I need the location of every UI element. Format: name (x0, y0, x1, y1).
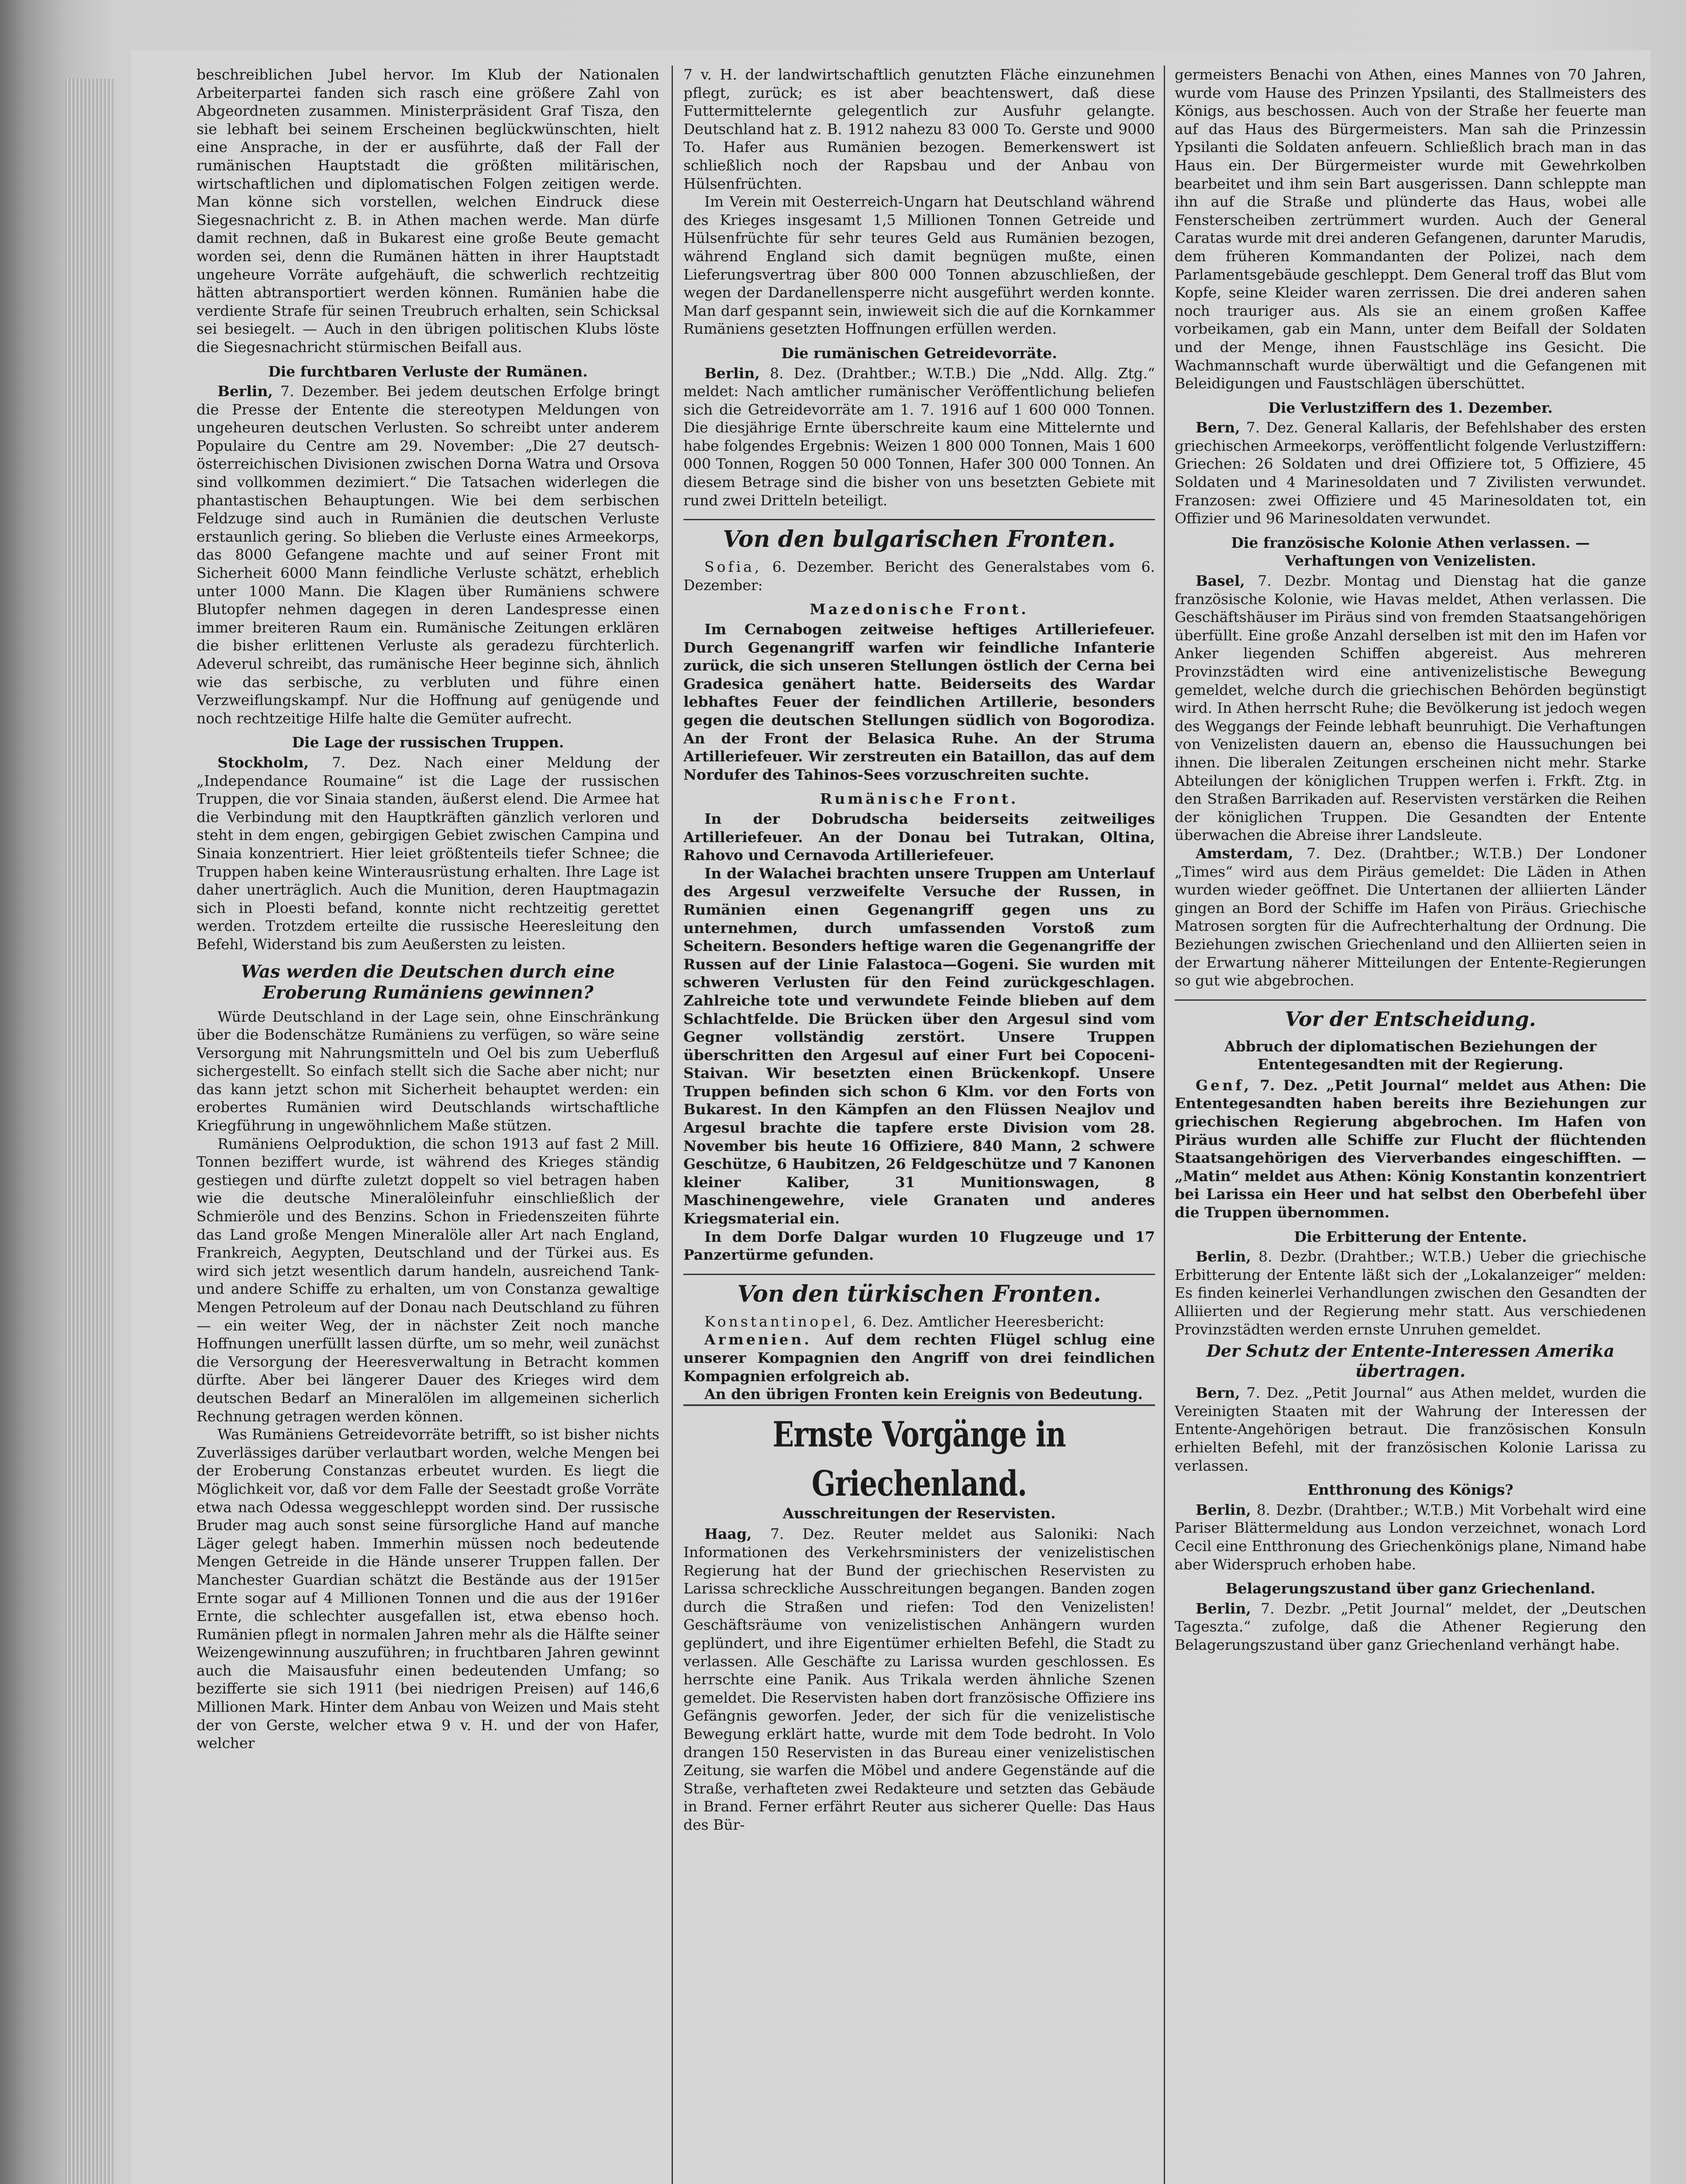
article-text: In der Walachei brachten unsere Truppen am Unterlauf des Argesul verzweifelte Versuche der Russen, in Rumänien einen Gegenangriff gegen uns zu unternehmen, durch umfassenden Vorstoß zum Scheitern. Besonders heftige waren die Gegenangriffe der Russen auf der Linie Falastoca—Gogeni. Sie wurden mit schweren Verlusten für den Feind zurückgeschlagen. Zahlreiche tote und verwundete Feinde blieben auf dem Schlachtfelde. Die Brücken über den Argesul sind vom Gegner vollständig zerstört. Unsere Truppen überschritten den Argesul auf einer Furt bei Copoceni-Staivan. Wir besetzten einen Brückenkopf. Unsere Truppen befinden sich schon 6 Klm. vor den Forts von Bukarest. In den Kämpfen an den Flüssen Neajlov und Argesul brachte die tapfere erste Division vom 28. November bis heute 16 Offiziere, 840 Mann, 2 schwere Geschütze, 6 Haubitzen, 26 Feldgeschütze und 7 Kanonen kleiner Kaliber, 31 Munitionswagen, 8 Maschinengewehre, viele Granaten und anderes Kriegsmaterial ein. (683, 864, 1155, 1227)
section-heading: Die Erbitterung der Entente. (1294, 1228, 1527, 1245)
article-text: Was Rumäniens Getreidevorräte betrifft, so ist bisher nichts Zuverlässiges darüber verlautbart worden, welche Mengen bei der Eroberung Constanzas erbeutet wurden. Es liegt die Möglichkeit vor, daß vor dem Falle der Seestadt große Vorräte etwa nach Odessa weggeschleppt worden sind. Der russische Bruder mag auch sonst seine fürsorgliche Hand auf manche Läger gelegt haben. Immerhin müssen noch bedeutende Mengen Getreide in die Hände unserer Truppen fallen. Der Manchester Guardian schätzt die Bestände aus der 1915er Ernte sogar auf 4 Millionen Tonnen und die aus der 1916er Ernte, die schlechter ausgefallen ist, etwa ebenso hoch. Rumänien pflegt in normalen Jahren mehr als die Hälfte seiner Weizengewinnung auszuführen; in fruchtbaren Jahren gewinnt auch die Maisausfuhr einen bedeutenden Umfang; so bezifferte sie sich 1911 (bei niedrigen Preisen) auf 146,6 Millionen Mark. Hinter dem Anbau von Weizen und Mais steht der von Gerste, welcher etwa 9 v. H. und der von Hafer, welcher (197, 1426, 659, 1752)
article-text: Berlin, 7. Dezbr. „Petit Journal“ meldet, der „Deutschen Tageszta.“ zufolge, daß die Athener Regierung den Belagerungszustand über ganz Griechenland verhängt habe. (1175, 1600, 1646, 1653)
section-heading: Die Verlustziffern des 1. Dezember. (1268, 399, 1553, 416)
article-text: 7 v. H. der landwirtschaftlich genutzten Fläche einzunehmen pflegt, zurück; es ist aber beachtenswert, daß diese Futtermittelernte gelegentlich zur Ausfuhr gelangte. Deutschland hat z. B. 1912 nahezu 83 000 To. Gerste und 9000 To. Hafer aus Rumänien bezogen. Bemerkenswert ist schließlich noch der Rapsbau und der Anbau von Hülsenfrüchten. (683, 66, 1155, 192)
section-heading: Entthronung des Königs? (1307, 1481, 1514, 1499)
article-text: Berlin, 8. Dezbr. (Drahtber.; W.T.B.) Mit Vorbehalt wird eine Pariser Blättermeldung aus London verzeichnet, wonach Lord Cecil eine Entthronung des Griechenkönigs plane, Nimand habe aber Widerspruch erhoben habe. (1175, 1501, 1646, 1573)
article-text: An den übrigen Fronten kein Ereignis von Bedeutung. (704, 1386, 1143, 1403)
section-heading: Die französische Kolonie Athen verlassen. — Verhaftungen von Venizelisten. (1231, 534, 1590, 570)
section-heading: Die Lage der russischen Truppen. (292, 734, 564, 751)
article-text: Im Cernabogen zeitweise heftiges Artilleriefeuer. Durch Gegenangriff warfen wir feindliche Infanterie zurück, die sich unseren Stellungen östlich der Cerna bei Gradesica genähert hatte. Beiderseits des Wardar lebhaftes Feuer der feindlichen Artillerie, besonders gegen die deutschen Stellungen südlich von Bogorodiza. An der Front der Belasica Ruhe. An der Struma Artilleriefeuer. Wir zerstreuten ein Bataillon, das auf dem Nordufer des Tahinos-Sees vorzuschreiten suchte. (683, 621, 1155, 783)
section-heading: Die furchtbaren Verluste der Rumänen. (268, 363, 588, 380)
column-rule-right (1164, 66, 1165, 2184)
section-heading: Von den türkischen Fronten. (683, 1274, 1155, 1307)
article-text: Würde Deutschland in der Lage sein, ohne Einschränkung über die Bodenschätze Rumäniens zu verfügen, so wäre seine Versorgung mit Nahrungsmitteln und Oel bis zum Ueberfluß sichergestellt. So einfach stellt sich die Sache aber nicht; nur das kann jetzt schon mit Sicherheit behauptet werden: ein erobertes Rumänien wird Deutschlands wirtschaftliche Kriegführung in ungewöhnlichem Maße stützen. (197, 1008, 659, 1134)
article-text: Basel, 7. Dezbr. Montag und Dienstag hat die ganze französische Kolonie, wie Havas meldet, Athen verlassen. Die Geschäftshäuser im Piräus sind von fremden Staatsangehörigen überfüllt. Eine große Anzahl derselben ist mit den im Hafen vor Anker liegenden Schiffen abgereist. Aus mehreren Provinzstädten wird eine antivenizelistische Bewegung gemeldet, welche durch die griechischen Behörden begünstigt wird. In Athen herrscht Ruhe; die Bevölkerung ist jedoch wegen des Weggangs der Feinde lebhaft beunruhigt. Die Verhaftungen von Venizelisten dauern an, ebenso die Haussuchungen bei ihnen. Die liberalen Zeitungen erscheinen nicht mehr. Starke Abteilungen der königlichen Truppen werfen i. Frkft. Ztg. in den Straßen Barrikaden auf. Reservisten verstärken die Reihen der königlichen Truppen. Die Gesandten der Entente überwachen die Abreise ihrer Landsleute. (1175, 572, 1646, 844)
section-heading: Vor der Entscheidung. (1175, 999, 1646, 1032)
section-heading: Der Schutz der Entente-Interessen Amerika übertragen. (1206, 1341, 1615, 1381)
article-text: germeisters Benachi von Athen, eines Mannes von 70 Jahren, wurde vom Hause des Prinzen Ypsilanti, des Stallmeisters des Königs, aus beschossen. Auch von der Straße her feuerte man auf das Haus des Bürgermeisters. Man sah die Prinzessin Ypsilanti die Soldaten anfeuern. Schließlich brach man in das Haus ein. Der Bürgermeister wurde mit Gewehrkolben bearbeitet und ihm sein Bart ausgerissen. Dann schleppte man ihn auf die Straße und plünderte das Haus, wobei alle Fensterscheiben zertrümmert wurden. Auch der General Caratas wurde mit drei anderen Gefangenen, darunter Marudis, dem früheren Kommandanten der Polizei, nach dem Parlamentsgebäude geschleppt. Dem General troff das Blut vom Kopfe, seine Kleider waren zerrissen. Die drei anderen sahen noch trauriger aus. Als sie an einem großen Kaffee vorbeikamen, gab ein Mann, unter dem Beifall der Soldaten und der Menge, ihnen Faustschläge ins Gesicht. Die Wachmannschaft wurde überwältigt und die Gefangenen mit Beleidigungen und Faustschlägen überschüttet. (1175, 66, 1646, 392)
section-heading: Rumänische Front. (820, 790, 1019, 808)
section-heading: Mazedonische Front. (810, 601, 1029, 618)
article-text: Rumäniens Oelproduktion, die schon 1913 auf fast 2 Mill. Tonnen beziffert wurde, ist während des Krieges ständig gestiegen und dürfte zuletzt doppelt so viel betragen haben wie die deutsche Mineralöleinfuhr einschließlich der Schmieröle und des Benzins. Schon in Friedenszeiten führte das Land große Mengen Mineralöle aller Art nach England, Frankreich, Aegypten, Deutschland und der Türkei aus. Es wird sich jetzt wesentlich darum handeln, ausreichend Tank- und andere Schiffe zu erhalten, um von Constanza gewaltige Mengen Petroleum auf der Donau nach Deutschland zu führen — ein weiter Weg, der in nächster Zeit noch manche Hoffnungen unerfüllt lassen dürfte, um so mehr, weil zunächst die Versorgung der Heeresverwaltung in Betracht kommen dürfte. Aber bei längerer Dauer des Krieges wird dem deutschen Bedarf an Mineralölen im allgemeinen sicherlich Rechnung getragen werden können. (197, 1135, 659, 1425)
section-heading: Was werden die Deutschen durch eine Eroberung Rumäniens gewinnen? (241, 961, 615, 1003)
section-subheading: Ausschreitungen der Reservisten. (783, 1504, 1056, 1522)
article-text: Sofia, 6. Dezember. Bericht des Generalstabes vom 6. Dezember: (683, 558, 1155, 594)
article-text: In der Dobrudscha beiderseits zeitweiliges Artilleriefeuer. An der Donau bei Tutrakan, Oltina, Rahovo und Cernavoda Artilleriefeuer. (683, 810, 1155, 864)
article-text: Berlin, 8. Dezbr. (Drahtber.; W.T.B.) Ueber die griechische Erbitterung der Entente läßt sich der „Lokalanzeiger“ melden: Es finden keinerlei Verhandlungen zwischen den Gesandten der Alliierten und der Regierung mehr statt. Aus verschiedenen Provinzstädten werden ernste Unruhen gemeldet. (1175, 1248, 1646, 1338)
article-text: Haag, 7. Dez. Reuter meldet aus Saloniki: Nach Informationen des Verkehrsministers der venizelistischen Regierung hat der Bund der griechischen Reservisten zu Larissa schreckliche Ausschreitungen begangen. Banden zogen durch die Straßen und riefen: Tod den Venizelisten! Geschäftsräume von venizelistischen Anhängern wurden geplündert, und ihre Eigentümer erhielten Befehl, die Stadt zu verlassen. Alle Geschäfte zu Larissa wurden geschlossen. Es herrschte eine Panik. Aus Trikala werden ähnliche Szenen gemeldet. Die Reservisten haben dort französische Offiziere ins Gefängnis geworfen. Jeder, der sich für die venizelistische Bewegung erklärt hatte, wurde mit dem Tode bedroht. In Volo drangen 150 Reservisten in das Bureau einer venizelistischen Zeitung, sie warfen die Möbel und andere Gegenstände auf die Straße, verhafteten zwei Redakteure und setzten das Gebäude in Brand. Ferner erfährt Reuter aus sicherer Quelle: Das Haus des Bür- (683, 1525, 1155, 1833)
article-text: Amsterdam, 7. Dez. (Drahtber.; W.T.B.) Der Londoner „Times“ wird aus dem Piräus gemeldet: Die Läden in Athen wurden wieder geöffnet. Die Untertanen der alliierten Länder gingen an Bord der Schiffe im Hafen von Piräus. Griechische Matrosen sorgten für die Aufrechterhaltung der Ordnung. Die Beziehungen zwischen Griechenland und den Alliierten seien in der Erwartung näherer Mitteilungen der Entente-Regierungen so gut wie abgebrochen. (1175, 844, 1646, 989)
column-1 (197, 66, 659, 2184)
section-heading: Von den bulgarischen Fronten. (683, 519, 1155, 553)
article-text: Konstantinopel, 6. Dez. Amtlicher Heeresbericht: (704, 1313, 1104, 1330)
section-subheading: Abbruch der diplomatischen Beziehungen der Ententegesandten mit der Regierung. (1224, 1037, 1597, 1073)
article-text: Stockholm, 7. Dez. Nach einer Meldung der „Independance Roumaine“ ist die Lage der russischen Truppen, die vor Sinaia standen, äußerst elend. Die Armee hat die Verbindung mit den Hauptkräften gänzlich verloren und steht in dem engen, gebirgigen Gebiet zwischen Campina und Sinaia konzentriert. Hier leiet größtenteils tiefer Schnee; die Truppen haben keine Winterausrüstung erhalten. Ihre Lage ist daher unerträglich. Auch die Munition, deren Hauptmagazin sich in Ploesti befand, konnte nicht rechtzeitig gerettet werden. Trotzdem erteilte die russische Heeresleitung den Befehl, Widerstand bis zum Aeußersten zu leisten. (197, 753, 659, 953)
column-rule-left (672, 66, 673, 2184)
section-heading: Belagerungszustand über ganz Griechenland. (1225, 1580, 1596, 1597)
article-text: Armenien. Auf dem rechten Flügel schlug eine unserer Kompagnien den Angriff von drei feindlichen Kompagnien erfolgreich ab. (683, 1331, 1155, 1385)
article-text: Berlin, 8. Dez. (Drahtber.; W.T.B.) Die „Ndd. Allg. Ztg.“ meldet: Nach amtlicher rumänischer Veröffentlichung beliefen sich die Getreidevorräte am 1. 7. 1916 auf 1 600 000 Tonnen. Die diesjährige Ernte überschreite kaum eine Mittelernte und habe folgendes Ergebnis: Weizen 1 800 000 Tonnen, Mais 1 600 000 Tonnen, Roggen 50 000 Tonnen, Hafer 300 000 Tonnen. An diesem Betrage sind die bisher von uns besetzten Gebiete mit rund zwei Dritteln beteiligt. (683, 364, 1155, 509)
article-text: Bern, 7. Dez. „Petit Journal“ aus Athen meldet, wurden die Vereinigten Staaten mit der Wahrung der Interessen der Entente-Angehörigen betraut. Die französischen Konsuln erhielten Befehl, mit der französischen Kolonie Larissa zu verlassen. (1175, 1384, 1646, 1474)
article-text: Berlin, 7. Dezember. Bei jedem deutschen Erfolge bringt die Presse der Entente die stereotypen Meldungen von ungeheuren deutschen Verlusten. So schreibt unter anderem Populaire du Centre am 29. November: „Die 27 deutsch-österreichischen Divisionen zwischen Dorna Watra und Orsova sind vollkommen dezimiert.“ Die Tatsachen widerlegen die phantastischen Behauptungen. Wie bei dem serbischen Feldzuge sind auch in Rumänien die deutschen Verluste erstaunlich gering. So blieben die Verluste eines Armeekorps, das 8000 Gefangene machte und auf seiner Front mit Sicherheit 6000 Mann feindliche Verluste schätzt, erheblich unter 1000 Mann. Die Klagen über Rumäniens schwere Blutopfer nehmen dagegen in deren Landespresse einen immer breiteren Raum ein. Rumänische Zeitungen erklären die bisher erlittenen Verluste als geradezu fürchterlich. Adeverul schreibt, das rumänische Heer beginne sich, ähnlich wie das serbische, zu verbluten und führe einen Verzweiflungskampf. Nur die Hoffnung auf genügende und noch rechtzeitige Hilfe halte die Gemüter aufrecht. (197, 383, 659, 727)
article-text: In dem Dorfe Dalgar wurden 10 Flugzeuge und 17 Panzertürme gefunden. (683, 1228, 1155, 1264)
article-text: Im Verein mit Oesterreich-Ungarn hat Deutschland während des Krieges insgesamt 1,5 Millionen Tonnen Getreide und Hülsenfrüchte für sehr teures Geld aus Rumänien bezogen, während England sich damit begnügen mußte, einen Lieferungsvertrag über 800 000 Tonnen abzuschließen, der wegen der Dardanellensperre nicht ausgeführt werden konnte. Man darf gespannt sein, inwieweit sich die auf die Kornkammer Rumäniens gesetzten Hoffnungen erfüllen werden. (683, 193, 1155, 338)
book-binding-edge (66, 79, 114, 2184)
main-headline: Ernste Vorgänge in Griechenland. (683, 1404, 1155, 1509)
article-text: Bern, 7. Dez. General Kallaris, der Befehlshaber des ersten griechischen Armeekorps, veröffentlicht folgende Verlustziffern: Griechen: 26 Soldaten und drei Offiziere tot, 5 Offiziere, 45 Soldaten und 4 Marinesoldaten und 7 Zivilisten verwundet. Franzosen: zwei Offiziere und 45 Marinesoldaten tot, ein Offizier und 96 Marinesoldaten verwundet. (1175, 419, 1646, 527)
column-3 (1175, 66, 1646, 2184)
section-heading: Die rumänischen Getreidevorräte. (781, 344, 1057, 362)
article-text: beschreiblichen Jubel hervor. Im Klub der Nationalen Arbeiterpartei fanden sich rasch eine größere Zahl von Abgeordneten zusammen. Ministerpräsident Graf Tisza, den sie lebhaft bei seinem Erscheinen beglückwünschten, hielt eine Ansprache, in der er ausführte, daß der Fall der rumänischen Hauptstadt die größten militärischen, wirtschaftlichen und diplomatischen Folgen zeitigen werde. Man könne sich vorstellen, welchen Eindruck diese Siegesnachricht z. B. in Athen machen werde. Man dürfe damit rechnen, daß in Bukarest eine große Beute gemacht worden sei, denn die Rumänen hätten in ihrer Hauptstadt ungeheure Vorräte aufgehäuft, die schwerlich rechtzeitig hätten abtransportiert werden können. Rumänien habe die verdiente Strafe für seinen Treubruch erhalten, sein Schicksal sei besiegelt. — Auch in den übrigen politischen Klubs löste die Siegesnachricht stürmischen Beifall aus. (197, 66, 659, 356)
column-2 (683, 66, 1155, 2184)
article-text: Genf, 7. Dez. „Petit Journal“ meldet aus Athen: Die Ententegesandten haben bereits ihre Beziehungen zur griechischen Regierung abgebrochen. Im Hafen von Piräus wurden alle Schiffe zur Flucht der flüchtenden Staatsangehörigen des Vierverbandes eingeschifften. — „Matin“ meldet aus Athen: König Konstantin konzentriert bei Larissa ein Heer und hat selbst den Oberbefehl über die Truppen übernommen. (1175, 1076, 1646, 1221)
